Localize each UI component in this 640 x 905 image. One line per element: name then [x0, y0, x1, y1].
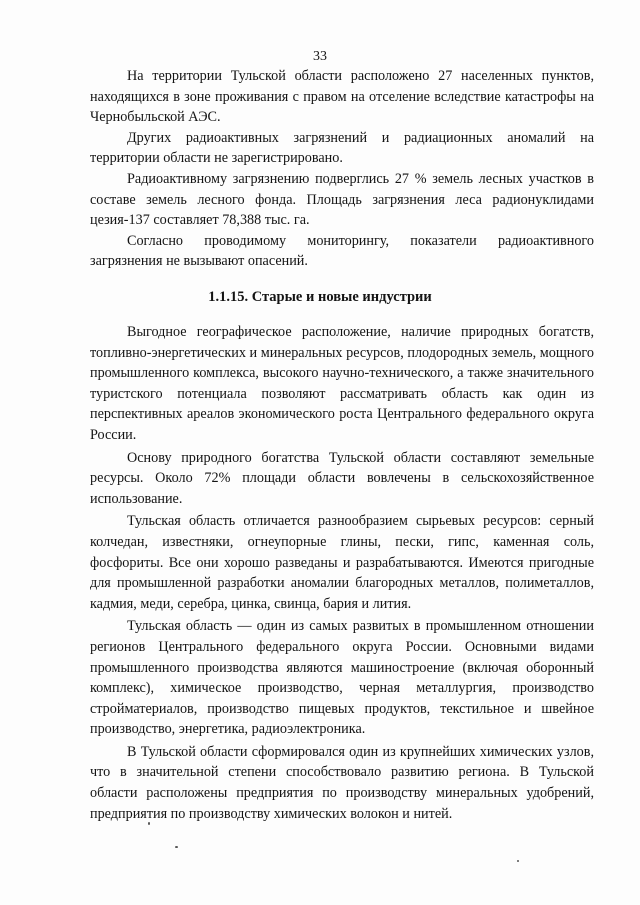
paragraph-monitoring: Согласно проводимому мониторингу, показатели радиоактивного загрязнения не вызывают опасений.	[90, 232, 594, 270]
section-heading: 1.1.15. Старые и новые индустрии	[208, 289, 432, 305]
paragraph-no-other-anomalies: Других радиоактивных загрязнений и радиационных аномалий на территории области не зарегистрировано.	[90, 129, 594, 167]
scan-speck	[175, 846, 178, 848]
paragraph-forest-contamination: Радиоактивному загрязнению подверглись 27 % земель лесных участков в составе земель лесного фонда. Площадь загрязнения леса радионуклидами цезия-137 составляет 78,388 тыс. га.	[90, 170, 594, 229]
intro-text-block	[90, 66, 594, 272]
paragraph-settlements: На территории Тульской области расположено 27 населенных пунктов, находящихся в зоне проживания с правом на отселение вследствие катастрофы на Чернобыльской АЭС.	[90, 68, 594, 126]
paragraph-chemical-hub: В Тульской области сформировался один из крупнейших химических узлов, что в значительной степени способствовало развитию региона. В Тульской области расположены предприятия по производству минеральных удобрений, предприятия по производству химических волокон и нитей.	[90, 743, 594, 822]
paragraph-geographic-position: Выгодное географическое расположение, наличие природных богатств, топливно-энергетических и минеральных ресурсов, плодородных земель, мощного промышленного комплекса, высокого научно-технического, а также значительного туристского потенциала позволяют рассматривать область как один из перспективных ареалов экономического роста Центрального федерального округа России.	[90, 324, 594, 443]
paragraph-industry: Тульская область — один из самых развитых в промышленном отношении регионов Центрального федерального округа России. Основными видами промышленного производства являются машиностроение (включая оборонный комплекс), химическое производство, черная металлургия, производство стройматериалов, производство пищевых продуктов, текстильное и швейное производство, энергетика, радиоэлектроника.	[90, 618, 594, 738]
paragraph-land-resources: Основу природного богатства Тульской области составляют земельные ресурсы. Около 72% площади области вовлечены в сельскохозяйственное использование.	[90, 449, 594, 507]
scan-speck	[517, 860, 519, 862]
page-number: 33	[313, 49, 327, 64]
section-text-block	[90, 322, 594, 826]
paragraph-raw-materials: Тульская область отличается разнообразием сырьевых ресурсов: серный колчедан, известняки, огнеупорные глины, пески, гипс, каменная соль, фосфориты. Все они хорошо разведаны и разрабатываются. Имеются пригодные для промышленной разработки аномалии благородных металлов, полиметаллов, кадмия, меди, серебра, цинка, свинца, бария и лития.	[90, 513, 594, 612]
scan-speck	[148, 822, 150, 825]
